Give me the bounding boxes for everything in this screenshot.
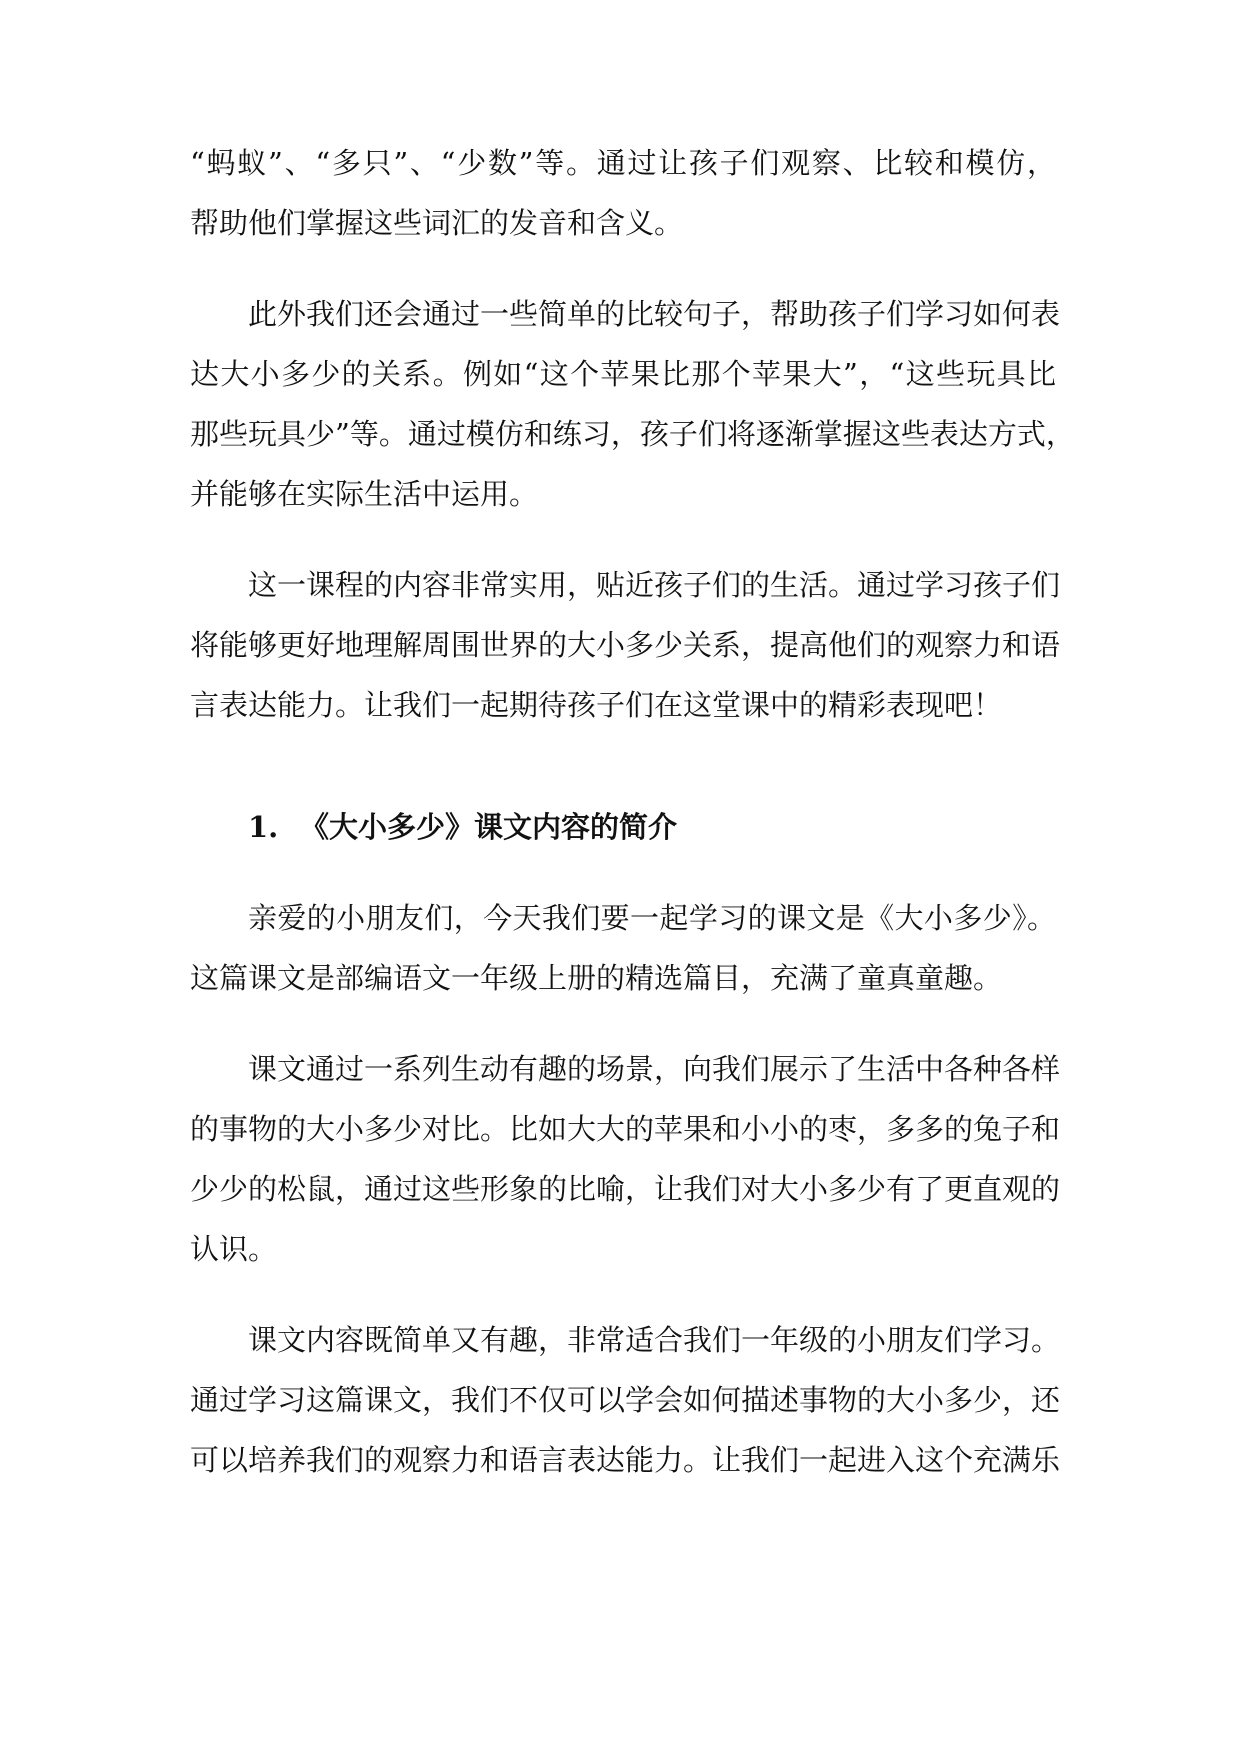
text-line: 亲爱的小朋友们，今天我们要一起学习的课文是《大小多少》。 [248,901,1056,935]
paragraph [190,1039,1061,1279]
text-line: 言表达能力。让我们一起期待孩子们在这堂课中的精彩表现吧！ [190,688,1003,722]
text-line: “蚂蚁”、“多只”、“少数”等。通过让孩子们观察、比较和模仿， [190,146,1056,180]
paragraph [190,555,1061,735]
paragraph [190,888,1056,1008]
section-title: 《大小多少》课文内容的简介 [300,810,678,844]
text-line: 课文内容既简单又有趣，非常适合我们一年级的小朋友们学习。 [248,1323,1061,1357]
text-line: 课文通过一系列生动有趣的场景，向我们展示了生活中各种各样 [248,1052,1061,1086]
text-line: 少少的松鼠，通过这些形象的比喻，让我们对大小多少有了更直观的 [190,1172,1061,1206]
paragraph [190,284,1075,524]
text-line: 可以培养我们的观察力和语言表达能力。让我们一起进入这个充满乐 [190,1443,1061,1477]
paragraph [190,133,1056,253]
text-line: 将能够更好地理解周围世界的大小多少关系，提高他们的观察力和语 [190,628,1061,662]
document-page [190,133,1075,1490]
section-heading [190,797,1056,857]
text-line: 帮助他们掌握这些词汇的发音和含义。 [190,206,684,240]
text-line: 通过学习这篇课文，我们不仅可以学会如何描述事物的大小多少，还 [190,1383,1061,1417]
text-line: 并能够在实际生活中运用。 [190,477,539,511]
text-line: 此外我们还会通过一些简单的比较句子，帮助孩子们学习如何表 [248,297,1061,331]
section-number: 1. [248,810,279,844]
paragraph [190,1310,1061,1490]
text-line: 的事物的大小多少对比。比如大大的苹果和小小的枣，多多的兔子和 [190,1112,1061,1146]
text-line: 这篇课文是部编语文一年级上册的精选篇目，充满了童真童趣。 [190,961,1003,995]
text-line: 认识。 [190,1232,278,1266]
text-line: 那些玩具少”等。通过模仿和练习，孩子们将逐渐掌握这些表达方式， [190,417,1075,451]
text-line: 这一课程的内容非常实用，贴近孩子们的生活。通过学习孩子们 [248,568,1061,602]
text-line: 达大小多少的关系。例如“这个苹果比那个苹果大”，“这些玩具比 [190,357,1056,391]
